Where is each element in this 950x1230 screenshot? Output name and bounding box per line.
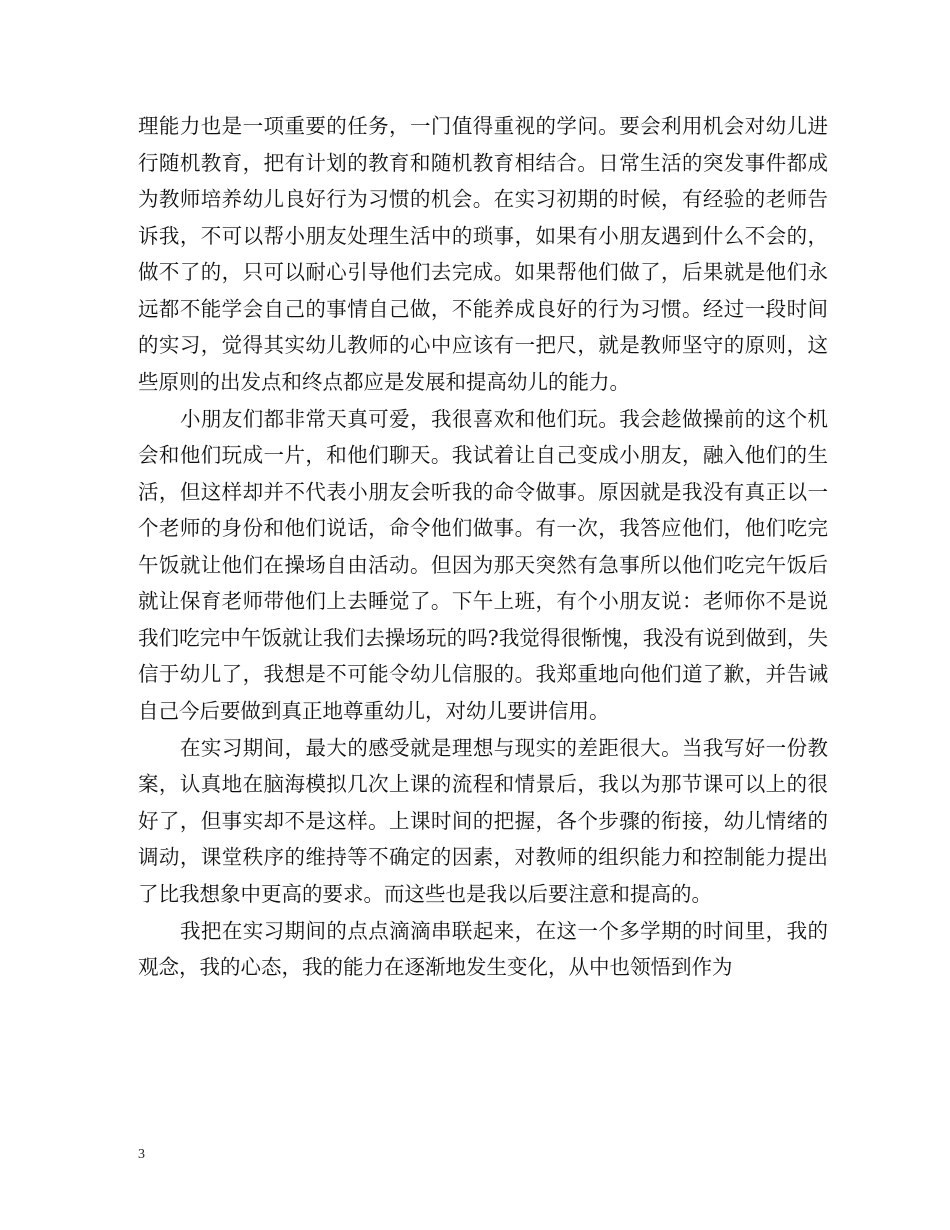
paragraph-2: 小朋友们都非常天真可爱，我很喜欢和他们玩。我会趁做操前的这个机会和他们玩成一片，和他们聊天。我试着让自己变成小朋友，融入他们的生活，但这样却并不代表小朋友会听我的命令做事。原因就是我没有真正以一个老师的身份和他们说话，命令他们做事。有一次，我答应他们，他们吃完午饭就让他们在操场自由活动。但因为那天突然有急事所以他们吃完午饭后就让保育老师带他们上去睡觉了。下午上班，有个小朋友说：老师你不是说我们吃完中午饭就让我们去操场玩的吗?我觉得很惭愧，我没有说到做到，失信于幼儿了，我想是不可能令幼儿信服的。我郑重地向他们道了歉，并告诫自己今后要做到真正地尊重幼儿，对幼儿要讲信用。 [138, 406, 828, 723]
paragraph-4: 我把在实习期间的点点滴滴串联起来，在这一个多学期的时间里，我的观念，我的心态，我的能力在逐渐地发生变化，从中也领悟到作为 [138, 918, 828, 979]
paragraph-1: 理能力也是一项重要的任务，一门值得重视的学问。要会利用机会对幼儿进行随机教育，把有计划的教育和随机教育相结合。日常生活的突发事件都成为教师培养幼儿良好行为习惯的机会。在实习初期的时候，有经验的老师告诉我，不可以帮小朋友处理生活中的琐事，如果有小朋友遇到什么不会的，做不了的，只可以耐心引导他们去完成。如果帮他们做了，后果就是他们永远都不能学会自己的事情自己做，不能养成良好的行为习惯。经过一段时间的实习，觉得其实幼儿教师的心中应该有一把尺，就是教师坚守的原则，这些原则的出发点和终点都应是发展和提高幼儿的能力。 [138, 114, 828, 394]
document-body [138, 108, 828, 986]
paragraph-3: 在实习期间，最大的感受就是理想与现实的差距很大。当我写好一份教案，认真地在脑海模拟几次上课的流程和情景后，我以为那节课可以上的很好了，但事实却不是这样。上课时间的把握，各个步骤的衔接，幼儿情绪的调动，课堂秩序的维持等不确定的因素，对教师的组织能力和控制能力提出了比我想象中更高的要求。而这些也是我以后要注意和提高的。 [138, 735, 828, 906]
page-number: 3 [138, 1147, 145, 1162]
